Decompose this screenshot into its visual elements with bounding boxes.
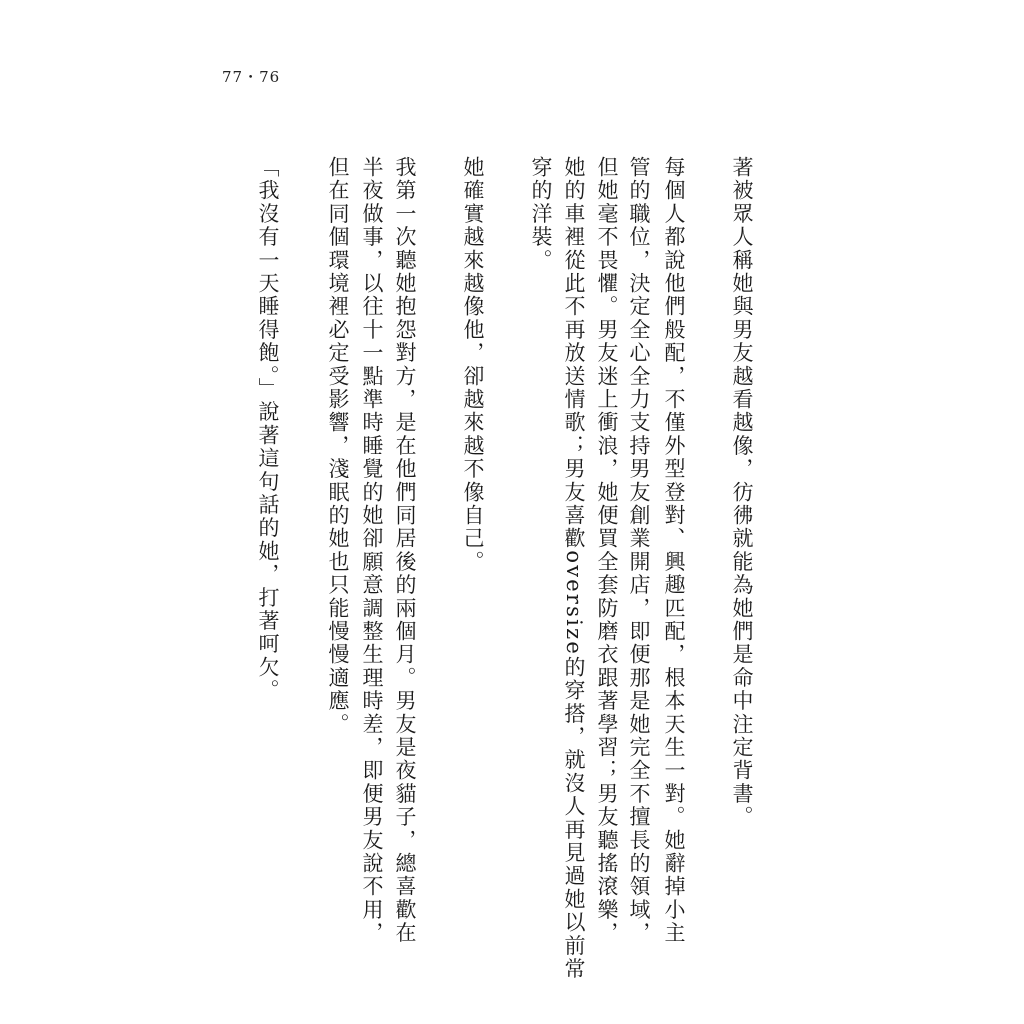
text-line: 穿的洋裝。 (529, 156, 553, 272)
text-line: 她的車裡從此不再放送情歌；男友喜歡oversize的穿搭，就沒人再見過她以前常 (562, 156, 586, 981)
text-line: 半夜做事，以往十一點準時睡覺的她卻願意調整生理時差，即便男友說不用， (360, 156, 384, 945)
text-line: 管的職位，決定全心全力支持男友創業開店，即便那是她完全不擅長的領域， (627, 156, 651, 945)
text-line: 每個人都說他們般配，不僅外型登對、興趣匹配，根本天生一對。她辭掉小主 (662, 156, 686, 945)
text-line: 著被眾人稱她與男友越看越像，彷彿就能為她們是命中注定背書。 (730, 156, 754, 829)
text-line: 我第一次聽她抱怨對方，是在他們同居後的兩個月。男友是夜貓子，總喜歡在 (393, 156, 417, 945)
text-line: 「我沒有一天睡得飽。」說著這句話的她，打著呵欠。 (256, 156, 280, 703)
text-line: 她確實越來越像他，卻越來越不像自己。 (461, 156, 485, 574)
page-number: 77・76 (222, 68, 281, 86)
text-line: 但在同個環境裡必定受影響，淺眠的她也只能慢慢適應。 (326, 156, 350, 736)
text-line: 但她毫不畏懼。男友迷上衝浪，她便買全套防磨衣跟著學習；男友聽搖滾樂， (595, 156, 619, 945)
